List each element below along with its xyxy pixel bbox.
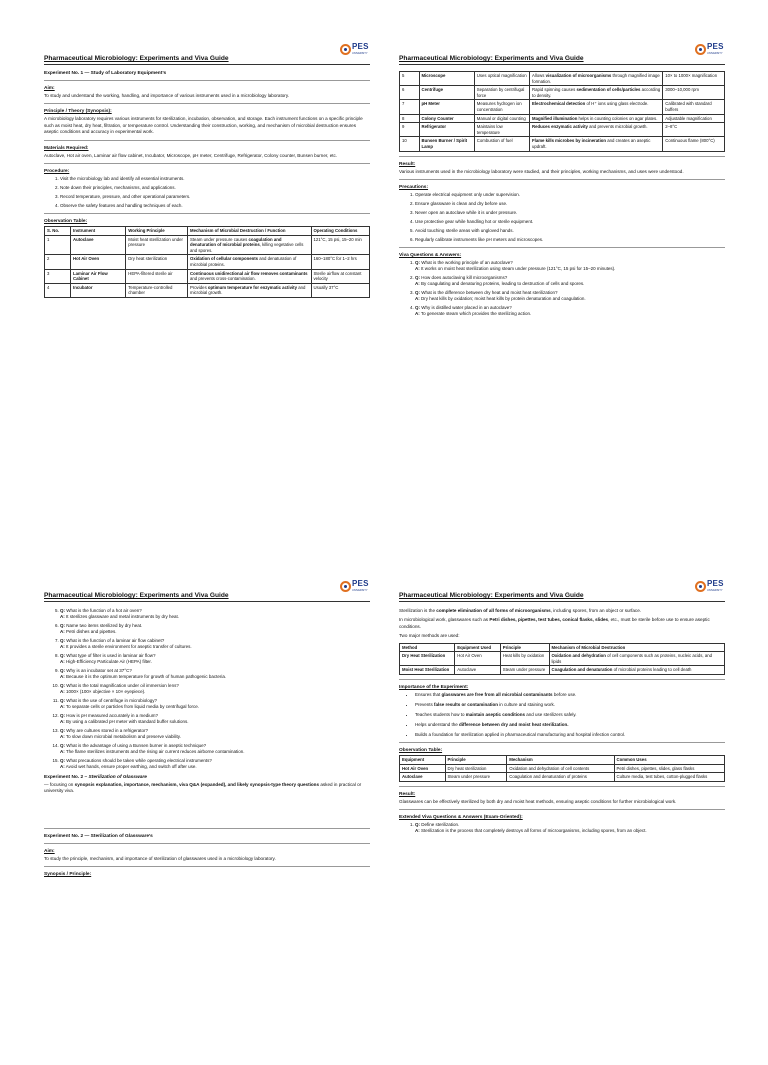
list-item: 3. Record temperature, pressure, and other operational parameters.	[60, 194, 370, 200]
list-item: 6. Regularly calibrate instruments like pH meters and microscopes.	[415, 237, 725, 243]
aim-text: To study and understand the working, handling, and importance of various instruments used in a microbiology laboratory.	[44, 93, 290, 98]
list-item: 3. Q: What is the difference between dry heat and moist heat sterilization? A: Dry heat kills by oxidation; moist heat kills by protein denaturation and coagulation.	[415, 290, 725, 302]
table-row: Moist Heat Sterilization Autoclave Steam under pressure Coagulation and denaturation of microbial proteins leading to cell death	[400, 666, 725, 675]
table-row: 7 pH Meter Measures hydrogen ion concentration Electrochemical detection of H⁺ ions using glass electrode. Calibrated with standard buffers	[400, 100, 725, 114]
pes-logo: PES UNIVERSITY	[340, 579, 370, 599]
list-item: 7. Q: What is the function of a laminar air flow cabinet? A: It provides a sterile environment for aseptic transfer of cultures.	[60, 638, 370, 650]
table-row: 8 Colony Counter Manual or digital counting Magnified illumination helps in counting colonies on agar plates. Adjustable magnification	[400, 114, 725, 123]
experiment-title: Experiment No. 1 — Study of Laboratory Equipment’s	[44, 71, 167, 76]
intro-text-1: Sterilization is the complete elimination of all forms of microorganisms, including spores, from an object or surface.	[399, 608, 642, 613]
list-item: 4. Use protective gear while handling hot or sterile equipment.	[415, 219, 725, 225]
pes-logo: PES UNIVERSITY	[695, 579, 725, 599]
methods-table: Method Equipment Used Principle Mechanism of Microbial Destruction Dry Heat Sterilization Hot Air Oven Heat kills by oxidation Oxidation and dehydration of cell components such as proteins, nucleic acids, and lipids Moist Heat Sterilization Autoclave Steam under pressure Coagulation and denaturation of microbial proteins leading to cell death	[399, 643, 725, 675]
instrument-table-continued	[399, 71, 725, 152]
list-item: 2. Q: How does autoclaving kill microorganisms? A: By coagulating and denaturing proteins, leading to destruction of cells and spores.	[415, 275, 725, 287]
table-row: 9 Refrigerator Maintains low temperature Reduces enzymatic activity and prevents microbial growth. 2–8°C	[400, 123, 725, 137]
list-item: 4. Q: Why is distilled water placed in an autoclave? A: To generate steam which provides the sterilizing action.	[415, 305, 725, 317]
synopsis-heading: Synopsis / Principle:	[44, 872, 92, 878]
principle-heading: Principle / Theory (Synopsis):	[44, 109, 112, 115]
importance-list	[399, 692, 725, 738]
list-item: • Prevents false results or contamination in culture and staining work.	[415, 702, 725, 708]
pes-logo-icon	[340, 44, 351, 55]
aim-heading: Aim:	[44, 848, 55, 854]
intro-text-2: In microbiological work, glasswares such as Petri dishes, pipettes, test tubes, conical flasks, slides, etc., must be sterile before use to ensure aseptic conditions.	[399, 617, 710, 629]
page-3	[44, 579, 370, 1065]
aim-heading: Aim:	[44, 86, 55, 91]
table-row: 3 Laminar Air Flow Cabinet HEPA-filtered sterile air Continuous unidirectional air flow removes contaminants and prevents cross-contamination. Sterile airflow at constant velocity	[45, 269, 370, 283]
list-item: 1. Visit the microbiology lab and identify all essential instruments.	[60, 176, 370, 182]
page-header-title: Pharmaceutical Microbiology: Experiments and Viva Guide	[399, 592, 584, 599]
page-4	[399, 579, 725, 1065]
observation-heading: Observation Table:	[44, 219, 88, 225]
list-item: 3. Never open an autoclave while it is under pressure.	[415, 210, 725, 216]
table-row: 1 Autoclave Moist heat sterilization under pressure Steam under pressure causes coagulation and denaturation of microbial proteins, killing vegetative cells and spores. 121°C, 15 psi, 15–20 min	[45, 235, 370, 255]
page-header	[44, 42, 370, 65]
pes-logo: PES UNIVERSITY	[695, 42, 725, 62]
focus-text: — focusing on synopsis explanation, importance, mechanism, viva Q&A (expanded), and likely synopsis-type theory questions asked in practical or university viva.	[44, 782, 362, 794]
result-heading: Result:	[399, 791, 416, 797]
table-row: 2 Hot Air Oven Dry heat sterilization Oxidation of cellular components and denaturation of microbial proteins. 160–180°C for 1–2 hrs	[45, 255, 370, 269]
page-header-title: Pharmaceutical Microbiology: Experiments and Viva Guide	[399, 55, 584, 62]
aim-text: To study the principle, mechanism, and importance of sterilization of glasswares used in a microbiology laboratory.	[44, 855, 276, 861]
page-header	[44, 579, 370, 602]
procedure-heading: Procedure:	[44, 169, 70, 175]
result-text: Glasswares can be effectively sterilized by both dry and moist heat methods, ensuring aseptic conditions for further microbiological work.	[399, 798, 677, 804]
materials-heading: Materials Required:	[44, 145, 89, 151]
list-item: 4. Observe the safety features and handling techniques of each.	[60, 203, 370, 209]
table-row: 5 Microscope Uses optical magnification Allows visualization of microorganisms through magnified image formation. 10× to 1000× magnification	[400, 72, 725, 86]
page-header	[399, 579, 725, 602]
pes-logo-icon	[695, 44, 706, 55]
extended-viva-heading: Extended Viva Questions & Answers (Exam-Oriented):	[399, 815, 523, 821]
table-row: Dry Heat Sterilization Hot Air Oven Heat kills by oxidation Oxidation and dehydration of cell components such as proteins, nucleic acids, and lipids	[400, 652, 725, 666]
list-item: 13. Q: Why are cultures stored in a refrigerator? A: To slow down microbial metabolism and preserve viability.	[60, 728, 370, 740]
list-item: 2. Ensure glassware is clean and dry before use.	[415, 201, 725, 207]
viva-list	[399, 260, 725, 317]
principle-text: A microbiology laboratory requires various instruments for sterilization, incubation, observation, and storage. Each instrument functions on a specific principle such as moist heat, dry heat, filtration, or temperature control. Understanding their construction, working, and mechanism of microbial destruction ensures aseptic conditions and accuracy in experimental work.	[44, 116, 363, 135]
list-item: • Helps understand the difference between dry and moist heat sterilization.	[415, 722, 725, 728]
list-item: • Ensures that glasswares are free from all microbial contaminants before use.	[415, 692, 725, 698]
table-row: 6 Centrifuge Separation by centrifugal force Rapid spinning causes sedimentation of cells/particles according to density. 3000–10,000 rpm	[400, 86, 725, 100]
list-item: 14. Q: What is the advantage of using a Bunsen burner in aseptic technique? A: The flame sterilizes instruments and the rising air current reduces airborne contamination.	[60, 743, 370, 755]
list-item: 5. Avoid touching sterile areas with ungloved hands.	[415, 228, 725, 234]
materials-text: Autoclave, Hot air oven, Laminar air flow cabinet, Incubator, Microscope, pH meter, Centrifuge, Refrigerator, Colony counter, Bunsen burner, etc.	[44, 152, 338, 158]
page-header	[399, 42, 725, 65]
list-item: 2. Note down their principles, mechanisms, and applications.	[60, 185, 370, 191]
viva-heading: Viva Questions & Answers:	[399, 252, 462, 258]
precautions-list	[399, 192, 725, 243]
list-item: 8. Q: What type of filter is used in laminar air flow? A: High-Efficiency Particulate Air (HEPA) filter.	[60, 653, 370, 665]
two-methods-text: Two major methods are used:	[399, 633, 460, 639]
importance-heading: Importance of the Experiment:	[399, 685, 469, 690]
procedure-list	[44, 176, 370, 209]
list-item: 9. Q: Why is an incubator set at 37°C? A: Because it is the optimum temperature for growth of human pathogenic bacteria.	[60, 668, 370, 680]
list-item: • Builds a foundation for sterilization applied in pharmaceutical manufacturing and hospital infection control.	[415, 732, 725, 738]
pes-logo-icon	[340, 581, 351, 592]
experiment-2-title: Experiment No. 2 — Sterilization of Glassware’s	[44, 833, 153, 839]
table-row: 4 Incubator Temperature-controlled chamber Provides optimum temperature for enzymatic activity and microbial growth. Usually 37°C	[45, 283, 370, 297]
list-item: 1. Q: Define sterilization. A: Sterilization is the process that completely destroys all forms of microorganisms, including spores, from an object.	[415, 822, 725, 834]
experiment-2-line: Experiment No. 2 – Sterilization of Glassware	[44, 775, 147, 780]
extended-viva-list	[399, 822, 725, 834]
instrument-table: S. No. Instrument Working Principle Mechanism of Microbial Destruction / Function Operating Conditions 1 Autoclave Moist heat sterilization under pressure Steam under pressure causes coagulation and denaturation of microbial proteins, killing vegetative cells and spores. 121°C, 15 psi, 15–20 min 2 Hot Air Oven Dry heat sterilization Oxidation of cellular components and denaturation of microbial proteins. 160–180°C for 1–2 hrs 3 Laminar Air Flow Cabinet HEPA-filtered sterile air Continuous unidirectional air flow removes contaminants and prevents cross-contamination. Sterile airflow at constant velocity 4 Incubator Temperature-controlled chamber Provides optimum temperature for enzymatic activity and microbial growth. Usually 37°C	[44, 226, 370, 298]
list-item: • Teaches students how to maintain aseptic conditions and use sterilizers safely.	[415, 712, 725, 718]
page-1	[44, 42, 370, 528]
list-item: 5. Q: What is the function of a hot air oven? A: It sterilizes glassware and metal instruments by dry heat.	[60, 608, 370, 620]
list-item: 6. Q: Name two items sterilized by dry heat. A: Petri dishes and pipettes.	[60, 623, 370, 635]
list-item: 1. Operate electrical equipment only under supervision.	[415, 192, 725, 198]
table-row: Autoclave Steam under pressure Coagulation and denaturation of proteins Culture media, test tubes, cotton-plugged flasks	[400, 773, 725, 782]
precautions-heading: Precautions:	[399, 184, 429, 190]
page-header-title: Pharmaceutical Microbiology: Experiments and Viva Guide	[44, 55, 229, 62]
table-row: Hot Air Oven Dry heat sterilization Oxidation and dehydration of cell contents Petri dishes, pipettes, slides, glass flasks	[400, 764, 725, 773]
page-header-title: Pharmaceutical Microbiology: Experiments and Viva Guide	[44, 592, 229, 599]
pes-logo-icon	[695, 581, 706, 592]
page-2	[399, 42, 725, 528]
list-item: 12. Q: How is pH measured accurately in a medium? A: By using a calibrated pH meter with standard buffer solutions.	[60, 713, 370, 725]
table-row: 10 Bunsen Burner / Spirit Lamp Combustion of fuel Flame kills microbes by incineration and creates an aseptic updraft. Continuous flame (800°C)	[400, 137, 725, 151]
result-heading: Result:	[399, 161, 416, 167]
list-item: 10. Q: What is the total magnification under oil immersion lens? A: 1000× (100× objective × 10× eyepiece).	[60, 683, 370, 695]
result-text: Various instruments used in the microbiology laboratory were studied, and their principles, working mechanisms, and uses were understood.	[399, 168, 684, 174]
pes-logo: PES UNIVERSITY	[340, 42, 370, 62]
observation-heading: Observation Table:	[399, 748, 443, 753]
viva-list-continued	[44, 608, 370, 770]
list-item: 1. Q: What is the working principle of an autoclave? A: It works on moist heat sterilization using steam under pressure (121°C, 15 psi for 15–20 minutes).	[415, 260, 725, 272]
list-item: 11. Q: What is the use of centrifuge in microbiology? A: To separate cells or particles from liquid media by centrifugal force.	[60, 698, 370, 710]
list-item: 15. Q: What precautions should be taken while operating electrical instruments? A: Avoid wet hands, ensure proper earthing, and switch off after use.	[60, 758, 370, 770]
observation-table: Equipment Principle Mechanism Common Uses Hot Air Oven Dry heat sterilization Oxidation and dehydration of cell contents Petri dishes, pipettes, slides, glass flasks Autoclave Steam under pressure Coagulation and denaturation of proteins Culture media, test tubes, cotton-plugged flasks	[399, 755, 725, 782]
